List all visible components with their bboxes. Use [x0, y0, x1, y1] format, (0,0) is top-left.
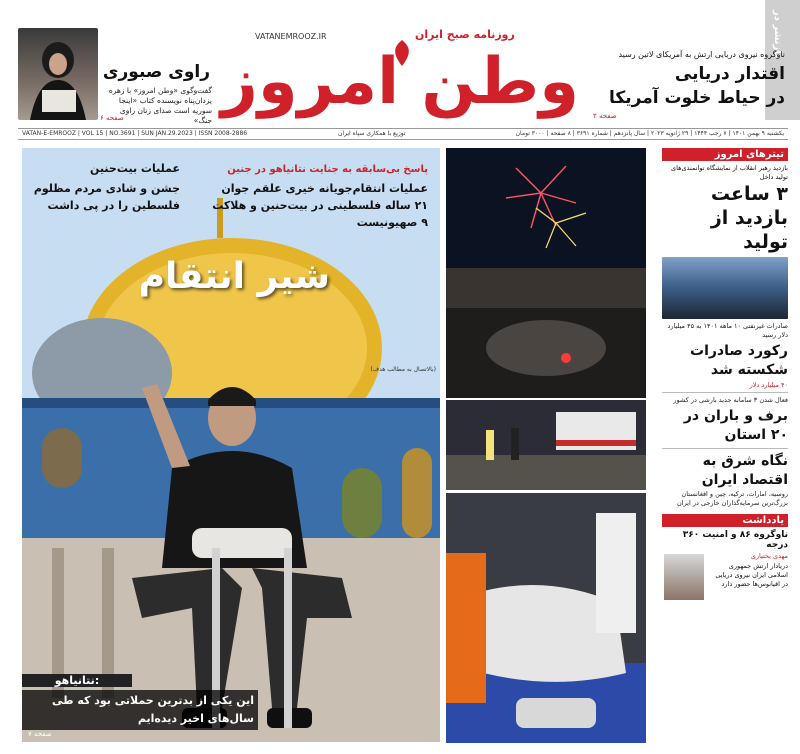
victims-photo[interactable] [446, 493, 646, 743]
hero-caption: (بالاتصال به مطالب هدف) [370, 366, 436, 373]
issue-info-latin: VATAN-E-EMROOZ | VOL 15 | NO.3691 | SUN JAN.29.2023 | ISSN 2008-2886 [22, 130, 248, 137]
ambulance-illustration [446, 400, 646, 490]
top-right-headline[interactable] [600, 62, 785, 110]
fireworks-photo[interactable] [446, 148, 646, 398]
quote-text: این یکی از بدترین حملاتی بود که طی سال‌های اخیر دیده‌ایم [22, 690, 258, 730]
author-photo [18, 28, 98, 120]
masthead [215, 28, 585, 127]
issue-info-bar [18, 128, 788, 140]
section-note: یادداشت [662, 514, 788, 527]
hero-headline[interactable]: شیر انتقام [138, 256, 330, 297]
top-right-page-ref[interactable]: صفحه ۲ [593, 112, 617, 120]
hero-side-text: جشن و شادی مردم مظلوم فلسطین را در پی داشت [33, 182, 180, 212]
hero-photo[interactable] [22, 148, 440, 742]
item2-kicker: صادرات غیرنفتی ۱۰ ماهه ۱۴۰۱ به ۴۵ میلیارد دلار رسید [667, 322, 788, 339]
item3-kicker: فعال شدن ۳ سامانه جدید بارشی در کشور [673, 396, 788, 404]
note-author-block [662, 552, 788, 614]
masthead-logo: وطن امروز [221, 45, 579, 119]
top-left-page-ref[interactable]: صفحه ۶ [100, 114, 124, 122]
right-column [662, 148, 788, 614]
top-right-kicker: ناوگروه نیروی دریایی ارتش به آمریکای لاتین رسید [618, 50, 785, 59]
hero-illustration [22, 148, 440, 742]
hero-lead: عملیات انتقام‌جویانه خیری علقم جوان ۲۱ ساله فلسطینی در بیت‌حنین و هلاکت ۹ صهیونیست [212, 182, 428, 229]
section-headlines: تیترهای امروز [662, 148, 788, 161]
republish-badge: بازنشر در [765, 0, 800, 120]
note-headline[interactable]: ناوگروه ۸۶ و امنیت ۳۶۰ درجه [682, 530, 788, 550]
divider [662, 392, 788, 393]
author-photo-illustration [18, 28, 98, 120]
item1-headline[interactable]: ۳ ساعت بازدید از تولید [710, 183, 788, 253]
hero-page-ref[interactable]: صفحه ۷ [28, 730, 52, 738]
note-text: دریادار ارتش جمهوری اسلامی ایران نیروی دریایی در اقیانوس‌ها حضور دارد [715, 562, 788, 588]
site-url[interactable]: VATANEMROOZ.IR [255, 32, 327, 41]
item2-note: ۴۰ میلیارد دلار [749, 381, 788, 389]
issue-info-persian: یکشنبه ۹ بهمن ۱۴۰۱ | ۷ رجب ۱۴۴۴ | ۲۹ ژانویه ۲۰۲۳ | سال پانزدهم | شماره ۳۶۹۱ | ۸ صفحه | ۳۰۰۰ تومان [515, 130, 784, 137]
victims-illustration [446, 493, 646, 743]
item4-kicker: روسیه، امارات، ترکیه، چین و افغانستان بزرگ‌ترین سرمایه‌گذاران خارجی در ایران [677, 490, 788, 507]
hero-kicker: پاسخ بی‌سابقه به جنایت نتانیاهو در جنین [227, 164, 428, 175]
quote-speaker: نتانیاهو: [22, 674, 132, 687]
fireworks-illustration [446, 148, 646, 398]
author-avatar [664, 554, 704, 600]
top-right-headline-line1: اقتدار دریایی [674, 64, 785, 84]
item1-kicker: بازدید رهبر انقلاب از نمایشگاه توانمندی‌های تولید داخل [671, 164, 788, 181]
exhibition-photo[interactable] [662, 257, 788, 319]
top-left-headline[interactable]: راوی صبوری [102, 62, 210, 82]
item2-headline[interactable]: رکورد صادرات شکسته شد [690, 343, 788, 378]
issue-info-middle: توزیع با همکاری سپاه ایران [338, 130, 406, 137]
hero-side-headline: عملیات بیت‌حنین [90, 162, 180, 175]
ambulance-photo[interactable] [446, 400, 646, 490]
author-name: مهدی بختیاری [750, 552, 788, 560]
item3-headline[interactable]: برف و باران در ۲۰ استان [683, 408, 788, 443]
top-left-summary: گفت‌وگوی «وطن امروز» با زهره یزدان‌پناه نویسنده کتاب «اینجا سوریه است صدای زنان راوی جنگ» [108, 86, 212, 125]
top-right-headline-line2: در حیاط خلوت آمریکا [608, 88, 785, 108]
item4-headline[interactable]: نگاه شرق به اقتصاد ایران [701, 453, 788, 488]
masthead-subtitle: روزنامه صبح ایران [415, 28, 515, 41]
divider [662, 448, 788, 449]
